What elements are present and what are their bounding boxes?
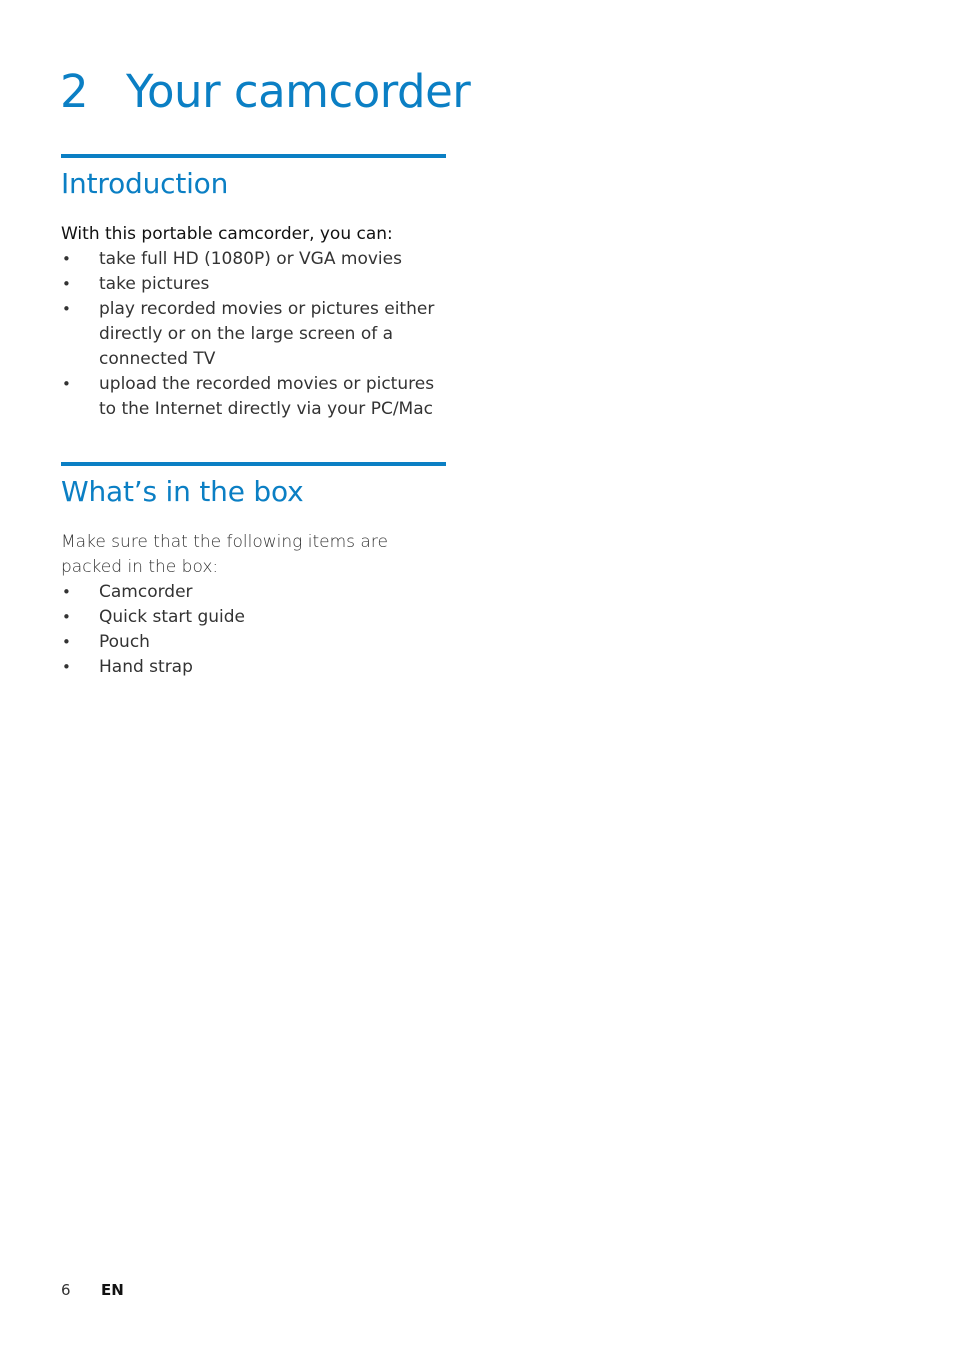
box-section-header (61, 462, 446, 512)
list-item (61, 655, 451, 680)
page-footer (61, 1279, 124, 1301)
bullet-icon: • (62, 633, 71, 651)
list-item-text: play recorded movies or pictures either directly or on the large screen of a connected TV (99, 299, 435, 369)
list-item-text: take full HD (1080P) or VGA movies (99, 249, 402, 269)
bullet-icon: • (62, 275, 71, 293)
list-item-text: Quick start guide (99, 607, 246, 627)
section-divider (61, 154, 446, 158)
list-item (61, 605, 451, 630)
list-item-text: Hand strap (99, 657, 193, 677)
list-item (61, 297, 451, 372)
list-item-text: upload the recorded movies or pictures to the Internet directly via your PC/Mac (99, 374, 435, 419)
page-number: 6 (61, 1281, 71, 1299)
bullet-icon: • (62, 658, 71, 676)
list-item (61, 372, 451, 422)
chapter-title (60, 62, 470, 122)
box-lead: Make sure that the following items are packed in the box: (61, 532, 388, 577)
chapter-number: 2 (60, 65, 89, 118)
introduction-section-header (61, 154, 446, 204)
list-item (61, 630, 451, 655)
bullet-icon: • (62, 300, 71, 318)
bullet-icon: • (62, 608, 71, 626)
box-list (61, 580, 451, 680)
introduction-list (61, 247, 451, 422)
list-item-text: take pictures (99, 274, 210, 294)
bullet-icon: • (62, 375, 71, 393)
bullet-icon: • (62, 250, 71, 268)
introduction-heading: Introduction (61, 167, 229, 200)
introduction-lead: With this portable camcorder, you can: (61, 224, 393, 244)
list-item (61, 272, 451, 297)
list-item (61, 580, 451, 605)
language-code: EN (101, 1281, 124, 1299)
box-body (61, 530, 451, 680)
list-item (61, 247, 451, 272)
chapter-title-text: Your camcorder (126, 65, 471, 118)
list-item-text: Camcorder (99, 582, 193, 602)
introduction-body (61, 222, 451, 422)
section-divider (61, 462, 446, 466)
box-heading: What’s in the box (61, 475, 304, 508)
bullet-icon: • (62, 583, 71, 601)
list-item-text: Pouch (99, 632, 150, 652)
